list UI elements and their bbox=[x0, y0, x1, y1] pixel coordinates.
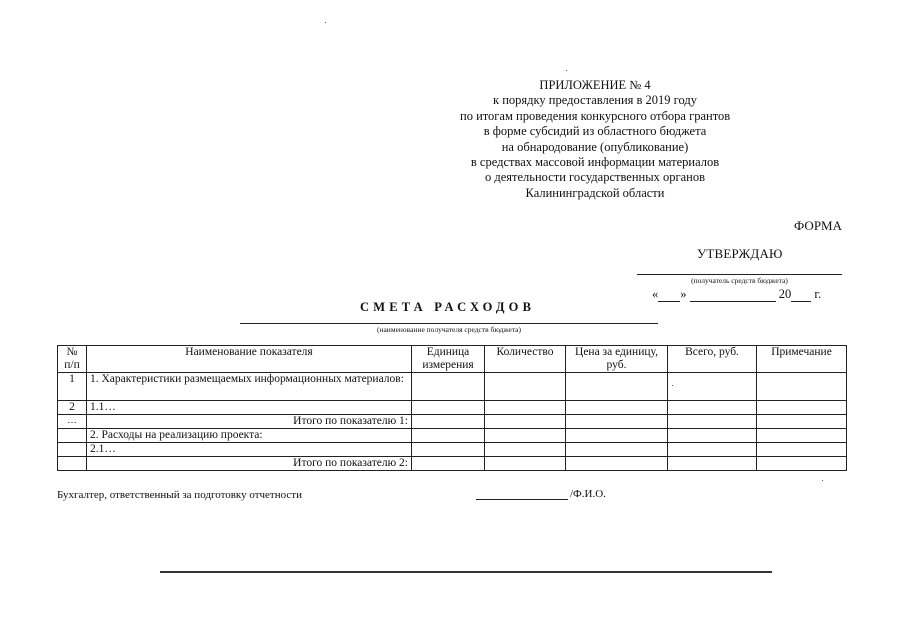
fio-label: /Ф.И.О. bbox=[570, 488, 606, 500]
scan-speck bbox=[672, 385, 673, 386]
accountant-label: Бухгалтер, ответственный за подготовку отчетности bbox=[57, 489, 302, 501]
appendix-line: к порядку предоставления в 2019 году bbox=[493, 93, 697, 108]
cell-name: Итого по показателю 1: bbox=[87, 415, 412, 429]
cell-unit[interactable] bbox=[412, 443, 485, 457]
cell-name: 1. Характеристики размещаемых информационных материалов: bbox=[87, 373, 412, 401]
cell-total[interactable] bbox=[668, 429, 757, 443]
form-label: ФОРМА bbox=[794, 218, 842, 233]
cell-num: 2 bbox=[58, 401, 87, 415]
appendix-line: в форме субсидий из областного бюджета bbox=[483, 124, 707, 139]
cell-unit[interactable] bbox=[412, 429, 485, 443]
appendix-line: Калининградской области bbox=[525, 185, 665, 200]
accountant-signature-line[interactable] bbox=[476, 499, 568, 500]
recipient-field-line[interactable] bbox=[240, 323, 658, 324]
table-row bbox=[58, 457, 847, 471]
cell-name: Итого по показателю 2: bbox=[87, 457, 412, 471]
cell-num bbox=[58, 457, 87, 471]
cell-price[interactable] bbox=[566, 373, 668, 401]
year-field[interactable] bbox=[791, 290, 811, 302]
cell-total[interactable] bbox=[668, 401, 757, 415]
cell-price[interactable] bbox=[566, 401, 668, 415]
cell-note[interactable] bbox=[757, 415, 847, 429]
cell-num: … bbox=[58, 415, 87, 429]
cell-total[interactable] bbox=[668, 415, 757, 429]
approval-title: УТВЕРЖДАЮ bbox=[697, 246, 783, 261]
cell-unit[interactable] bbox=[412, 401, 485, 415]
cell-qty[interactable] bbox=[485, 443, 566, 457]
table-row bbox=[58, 373, 847, 401]
header-qty: Количество bbox=[485, 346, 566, 373]
date-open-quote: « bbox=[652, 287, 659, 301]
cell-name: 2. Расходы на реализацию проекта: bbox=[87, 429, 412, 443]
approval-date bbox=[652, 287, 821, 302]
month-field[interactable] bbox=[690, 290, 776, 302]
cell-num bbox=[58, 443, 87, 457]
header-num: № п/п bbox=[58, 346, 87, 373]
cell-note[interactable] bbox=[757, 401, 847, 415]
table-row bbox=[58, 415, 847, 429]
table-row bbox=[58, 401, 847, 415]
table-row bbox=[58, 443, 847, 457]
cell-total[interactable] bbox=[668, 373, 757, 401]
cell-qty[interactable] bbox=[485, 373, 566, 401]
cell-unit[interactable] bbox=[412, 373, 485, 401]
cell-total[interactable] bbox=[668, 443, 757, 457]
table-row bbox=[58, 429, 847, 443]
cell-price[interactable] bbox=[566, 457, 668, 471]
appendix-line: ПРИЛОЖЕНИЕ № 4 bbox=[539, 78, 651, 92]
cell-unit[interactable] bbox=[412, 415, 485, 429]
cell-name: 1.1… bbox=[87, 401, 412, 415]
year-suffix: г. bbox=[814, 287, 822, 301]
recipient-caption: (наименование получателя средств бюджета) bbox=[376, 325, 522, 334]
scan-speck bbox=[566, 70, 567, 71]
cell-num bbox=[58, 429, 87, 443]
scan-speck bbox=[822, 480, 823, 481]
header-price: Цена за единицу, руб. bbox=[566, 346, 668, 373]
year-prefix: 20 bbox=[778, 287, 792, 301]
header-unit: Единица измерения bbox=[412, 346, 485, 373]
cell-name: 2.1… bbox=[87, 443, 412, 457]
appendix-line: о деятельности государственных органов bbox=[485, 170, 705, 185]
cell-price[interactable] bbox=[566, 443, 668, 457]
appendix-line: в средствах массовой информации материалов bbox=[470, 155, 720, 170]
cell-num: 1 bbox=[58, 373, 87, 401]
cell-unit[interactable] bbox=[412, 457, 485, 471]
bottom-scan-rule bbox=[160, 571, 772, 573]
approval-signature-line[interactable] bbox=[637, 274, 842, 275]
appendix-line: по итогам проведения конкурсного отбора грантов bbox=[460, 108, 731, 123]
cell-note[interactable] bbox=[757, 457, 847, 471]
day-field[interactable] bbox=[658, 290, 680, 302]
page-title: СМЕТА РАСХОДОВ bbox=[360, 300, 536, 314]
header-name: Наименование показателя bbox=[87, 346, 412, 373]
cell-price[interactable] bbox=[566, 429, 668, 443]
approval-caption: (получатель средств бюджета) bbox=[691, 276, 788, 285]
cell-qty[interactable] bbox=[485, 457, 566, 471]
header-note: Примечание bbox=[757, 346, 847, 373]
cell-note[interactable] bbox=[757, 373, 847, 401]
appendix-line: на обнародование (опубликование) bbox=[501, 139, 689, 154]
scan-speck bbox=[325, 22, 326, 23]
cell-qty[interactable] bbox=[485, 401, 566, 415]
cell-note[interactable] bbox=[757, 429, 847, 443]
cell-qty[interactable] bbox=[485, 415, 566, 429]
date-close-quote: » bbox=[680, 287, 687, 301]
expense-table bbox=[57, 345, 847, 471]
appendix-header bbox=[460, 78, 730, 201]
cell-note[interactable] bbox=[757, 443, 847, 457]
header-total: Всего, руб. bbox=[668, 346, 757, 373]
cell-qty[interactable] bbox=[485, 429, 566, 443]
cell-total[interactable] bbox=[668, 457, 757, 471]
table-header-row bbox=[58, 346, 847, 373]
cell-price[interactable] bbox=[566, 415, 668, 429]
